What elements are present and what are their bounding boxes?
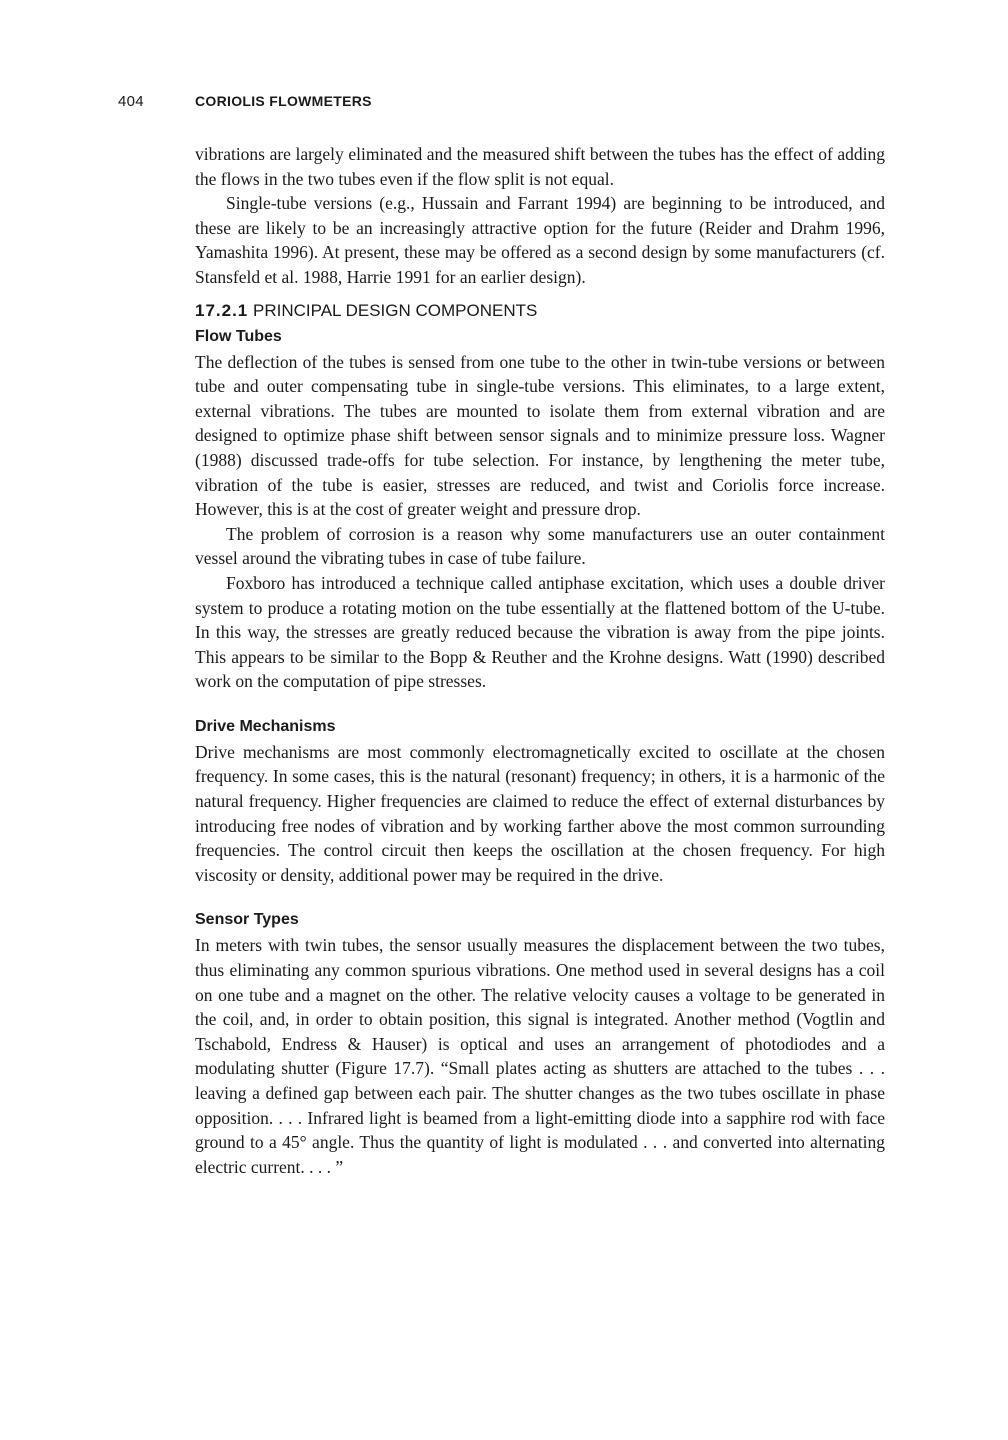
paragraph-single-tube: Single-tube versions (e.g., Hussain and Farrant 1994) are beginning to be introduced, and these are likely to be an increasingly attractive option for the future (Reider and Drahm 1996, Yamashita 1996). At present, these may be offered as a second design by some manufacturers (cf. Stansfeld et al. 1988, Harrie 1991 for an earlier design). [195,193,885,287]
paragraph-flow-tubes-3: Foxboro has introduced a technique called antiphase excitation, which uses a double driver system to produce a rotating motion on the tube essentially at the flattened bottom of the U-tube. In this way, the stresses are greatly reduced because the vibration is away from the pipe joints. This appears to be similar to the Bopp & Reuther and the Krohne designs. Watt (1990) described work on the computation of pipe stresses. [195,572,885,692]
section-heading [195,300,885,322]
section-title: PRINCIPAL DESIGN COMPONENTS [253,300,538,320]
paragraph-drive-mechanisms: Drive mechanisms are most commonly electromagnetically excited to oscillate at the chosen frequency. In some cases, this is the natural (resonant) frequency; in others, it is a harmonic of the natural frequency. Higher frequencies are claimed to reduce the effect of external disturbances by introducing free nodes of vibration and by working farther above the most common surrounding frequencies. The control circuit then keeps the oscillation at the chosen frequency. For high viscosity or density, additional power may be required in the drive. [195,741,885,885]
page-number: 404 [118,93,144,110]
paragraph-continued: vibrations are largely eliminated and the measured shift between the tubes has the effect of adding the flows in the two tubes even if the flow split is not equal. [195,144,885,189]
subheading-sensor-types: Sensor Types [195,911,299,929]
paragraph-sensor-types: In meters with twin tubes, the sensor usually measures the displacement between the two tubes, thus eliminating any common spurious vibrations. One method used in several designs has a coil on one tube and a magnet on the other. The relative velocity causes a voltage to be generated in the coil, and, in order to obtain position, this signal is integrated. Another method (Vogtlin and Tschabold, Endress & Hauser) is optical and uses an arrangement of photodiodes and a modulating shutter (Figure 17.7). “Small plates acting as shutters are attached to the tubes . . . leaving a defined gap between each pair. The shutter changes as the two tubes oscillate in phase opposition. . . . Infrared light is beamed from a light-emitting diode into a sapphire rod with face ground to a 45° angle. Thus the quantity of light is modulated . . . and converted into alternating electric current. . . . ” [195,935,885,1177]
running-header [118,93,898,117]
running-title: CORIOLIS FLOWMETERS [195,93,372,109]
section-number: 17.2.1 [195,300,249,320]
paragraph-flow-tubes-1: The deflection of the tubes is sensed from one tube to the other in twin-tube versions or between tube and outer compensating tube in single-tube versions. This eliminates, to a large extent, external vibrations. The tubes are mounted to isolate them from external vibration and are designed to optimize phase shift between sensor signals and to minimize pressure loss. Wagner (1988) discussed trade-offs for tube selection. For instance, by lengthening the meter tube, vibration of the tube is easier, stresses are reduced, and twist and Coriolis force increase. However, this is at the cost of greater weight and pressure drop. [195,351,885,520]
subheading-drive-mechanisms: Drive Mechanisms [195,717,336,735]
page-body [195,142,885,1179]
subheading-flow-tubes: Flow Tubes [195,327,282,345]
paragraph-flow-tubes-2: The problem of corrosion is a reason why some manufacturers use an outer containment vessel around the vibrating tubes in case of tube failure. [195,523,885,569]
spacer [195,694,885,716]
spacer [195,887,885,909]
